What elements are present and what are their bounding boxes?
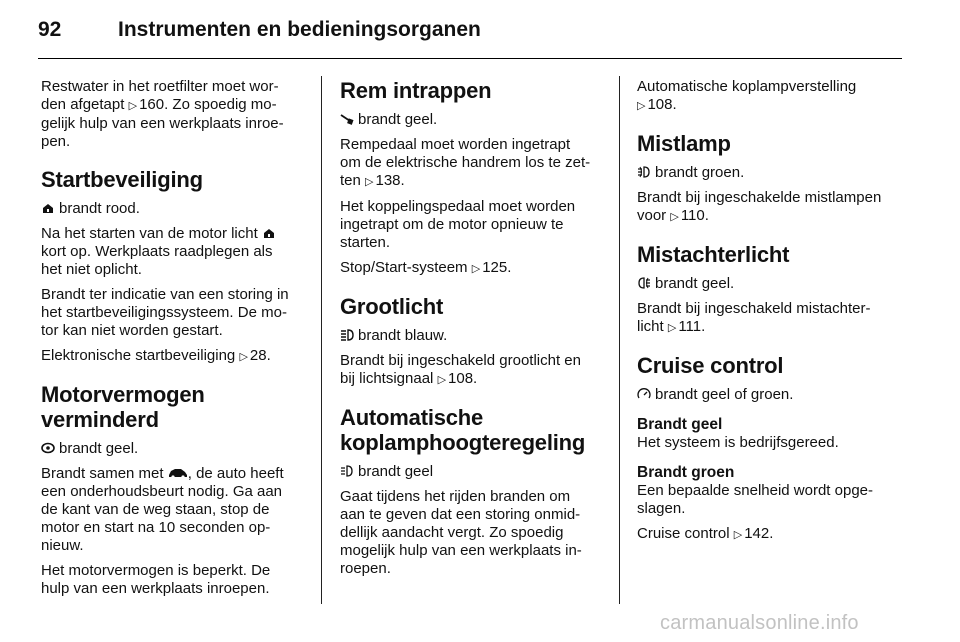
car-service-icon (168, 467, 188, 479)
immobilizer-icon (262, 227, 276, 239)
status-koplamphoogte: brandt geel (340, 463, 606, 481)
ref-arrow-icon[interactable]: ▷ (670, 211, 679, 223)
paragraph-rem-3: Stop/Start-systeem ▷ 125. (340, 259, 512, 276)
status-cruise-control: brandt geel of groen. (637, 386, 907, 404)
paragraph-motor-1: Brandt samen met , de auto heeft een onderhoudsbeurt nodig. Ga aan de kant van de weg staan, stop de motor en start na 10 seconden op- nieuw. (41, 465, 284, 554)
heading-motorvermogen: Motorvermogen verminderd (41, 382, 205, 432)
high-beam-icon (340, 329, 354, 341)
heading-koplamphoogteregeling: Automatische koplamphoogteregeling (340, 405, 586, 455)
column-3 (637, 78, 907, 551)
page-number: 92 (38, 18, 62, 41)
paragraph-motor-2: Het motorvermogen is beperkt. De hulp van een werkplaats inroepen. (41, 562, 271, 597)
ref-arrow-icon[interactable]: ▷ (437, 374, 447, 386)
paragraph-start-3: Elektronische startbeveiliging ▷ 28. (41, 347, 271, 364)
status-grootlicht: brandt blauw. (340, 327, 606, 345)
paragraph-brandt-geel: Het systeem is bedrijfsgereed. (637, 434, 839, 451)
paragraph-restwater: Restwater in het roetfilter moet wor- den afgetapt ▷ 160. Zo spoedig mo- gelijk hulp van een werkplaats inroe- pen. (41, 78, 284, 150)
paragraph-mistlamp: Brandt bij ingeschakelde mistlampen voor ▷ 110. (637, 189, 882, 224)
paragraph-mistachterlicht: Brandt bij ingeschakeld mistachter- licht ▷ 111. (637, 300, 871, 335)
heading-mistachterlicht: Mistachterlicht (637, 242, 790, 267)
column-1 (41, 78, 307, 605)
status-mistachterlicht: brandt geel. (637, 275, 907, 293)
paragraph-cruise-ref: Cruise control ▷ 142. (637, 525, 774, 542)
status-mistlamp: brandt groen. (637, 164, 907, 182)
fog-light-icon (637, 166, 651, 178)
paragraph-koplamphoogte: Gaat tijdens het rijden branden om aan te geven dat een storing onmid- dellijk aandacht vergt. Zo spoedig mogelijk hulp van een werkplaats in- roepen. (340, 488, 582, 577)
status-startbeveiliging: brandt rood. (41, 200, 307, 218)
cruise-control-icon (637, 388, 651, 400)
heading-cruise-control: Cruise control (637, 353, 784, 378)
headlight-leveling-icon (340, 465, 354, 477)
watermark: carmanualsonline.info (660, 612, 859, 634)
ref-arrow-icon[interactable]: ▷ (128, 100, 138, 112)
paragraph-grootlicht: Brandt bij ingeschakeld grootlicht en bij lichtsignaal ▷ 108. (340, 352, 581, 387)
status-motorvermogen: brandt geel. (41, 440, 307, 458)
paragraph-rem-1: Rempedaal moet worden ingetrapt om de elektrische handrem los te zet- ten ▷ 138. (340, 136, 591, 189)
ref-arrow-icon[interactable]: ▷ (637, 100, 646, 112)
brake-pedal-icon (340, 113, 354, 125)
heading-mistlamp: Mistlamp (637, 131, 731, 156)
ref-arrow-icon[interactable]: ▷ (733, 529, 743, 541)
paragraph-start-1: Na het starten van de motor licht kort op. Werkplaats raadplegen als het niet oplicht. (41, 225, 307, 279)
page-header (0, 0, 960, 58)
paragraph-rem-2: Het koppelingspedaal moet worden ingetrapt om de motor opnieuw te starten. (340, 198, 576, 251)
rear-fog-light-icon (637, 277, 651, 289)
ref-arrow-icon[interactable]: ▷ (471, 263, 481, 275)
heading-rem-intrappen: Rem intrappen (340, 78, 492, 103)
ref-arrow-icon[interactable]: ▷ (365, 176, 374, 188)
reduced-power-icon (41, 442, 55, 454)
paragraph-start-2: Brandt ter indicatie van een storing in het startbeveiligingssysteem. De mo- tor kan niet worden gestart. (41, 286, 289, 339)
paragraph-koplampverstelling: Automatische koplampverstelling ▷ 108. (637, 78, 857, 113)
column-divider-1 (321, 76, 322, 604)
subheading-brandt-geel: Brandt geel (637, 416, 723, 433)
column-2 (340, 78, 606, 585)
heading-grootlicht: Grootlicht (340, 294, 444, 319)
ref-arrow-icon[interactable]: ▷ (667, 322, 677, 334)
ref-arrow-icon[interactable]: ▷ (239, 351, 248, 363)
paragraph-brandt-groen: Een bepaalde snelheid wordt opge- slagen. (637, 482, 874, 517)
subheading-brandt-groen: Brandt groen (637, 464, 735, 481)
status-rem: brandt geel. (340, 111, 606, 129)
page-title: Instrumenten en bedieningsorganen (118, 18, 481, 41)
heading-startbeveiliging: Startbeveiliging (41, 167, 203, 192)
immobilizer-icon (41, 202, 55, 214)
column-divider-2 (619, 76, 620, 604)
header-rule (38, 58, 902, 59)
